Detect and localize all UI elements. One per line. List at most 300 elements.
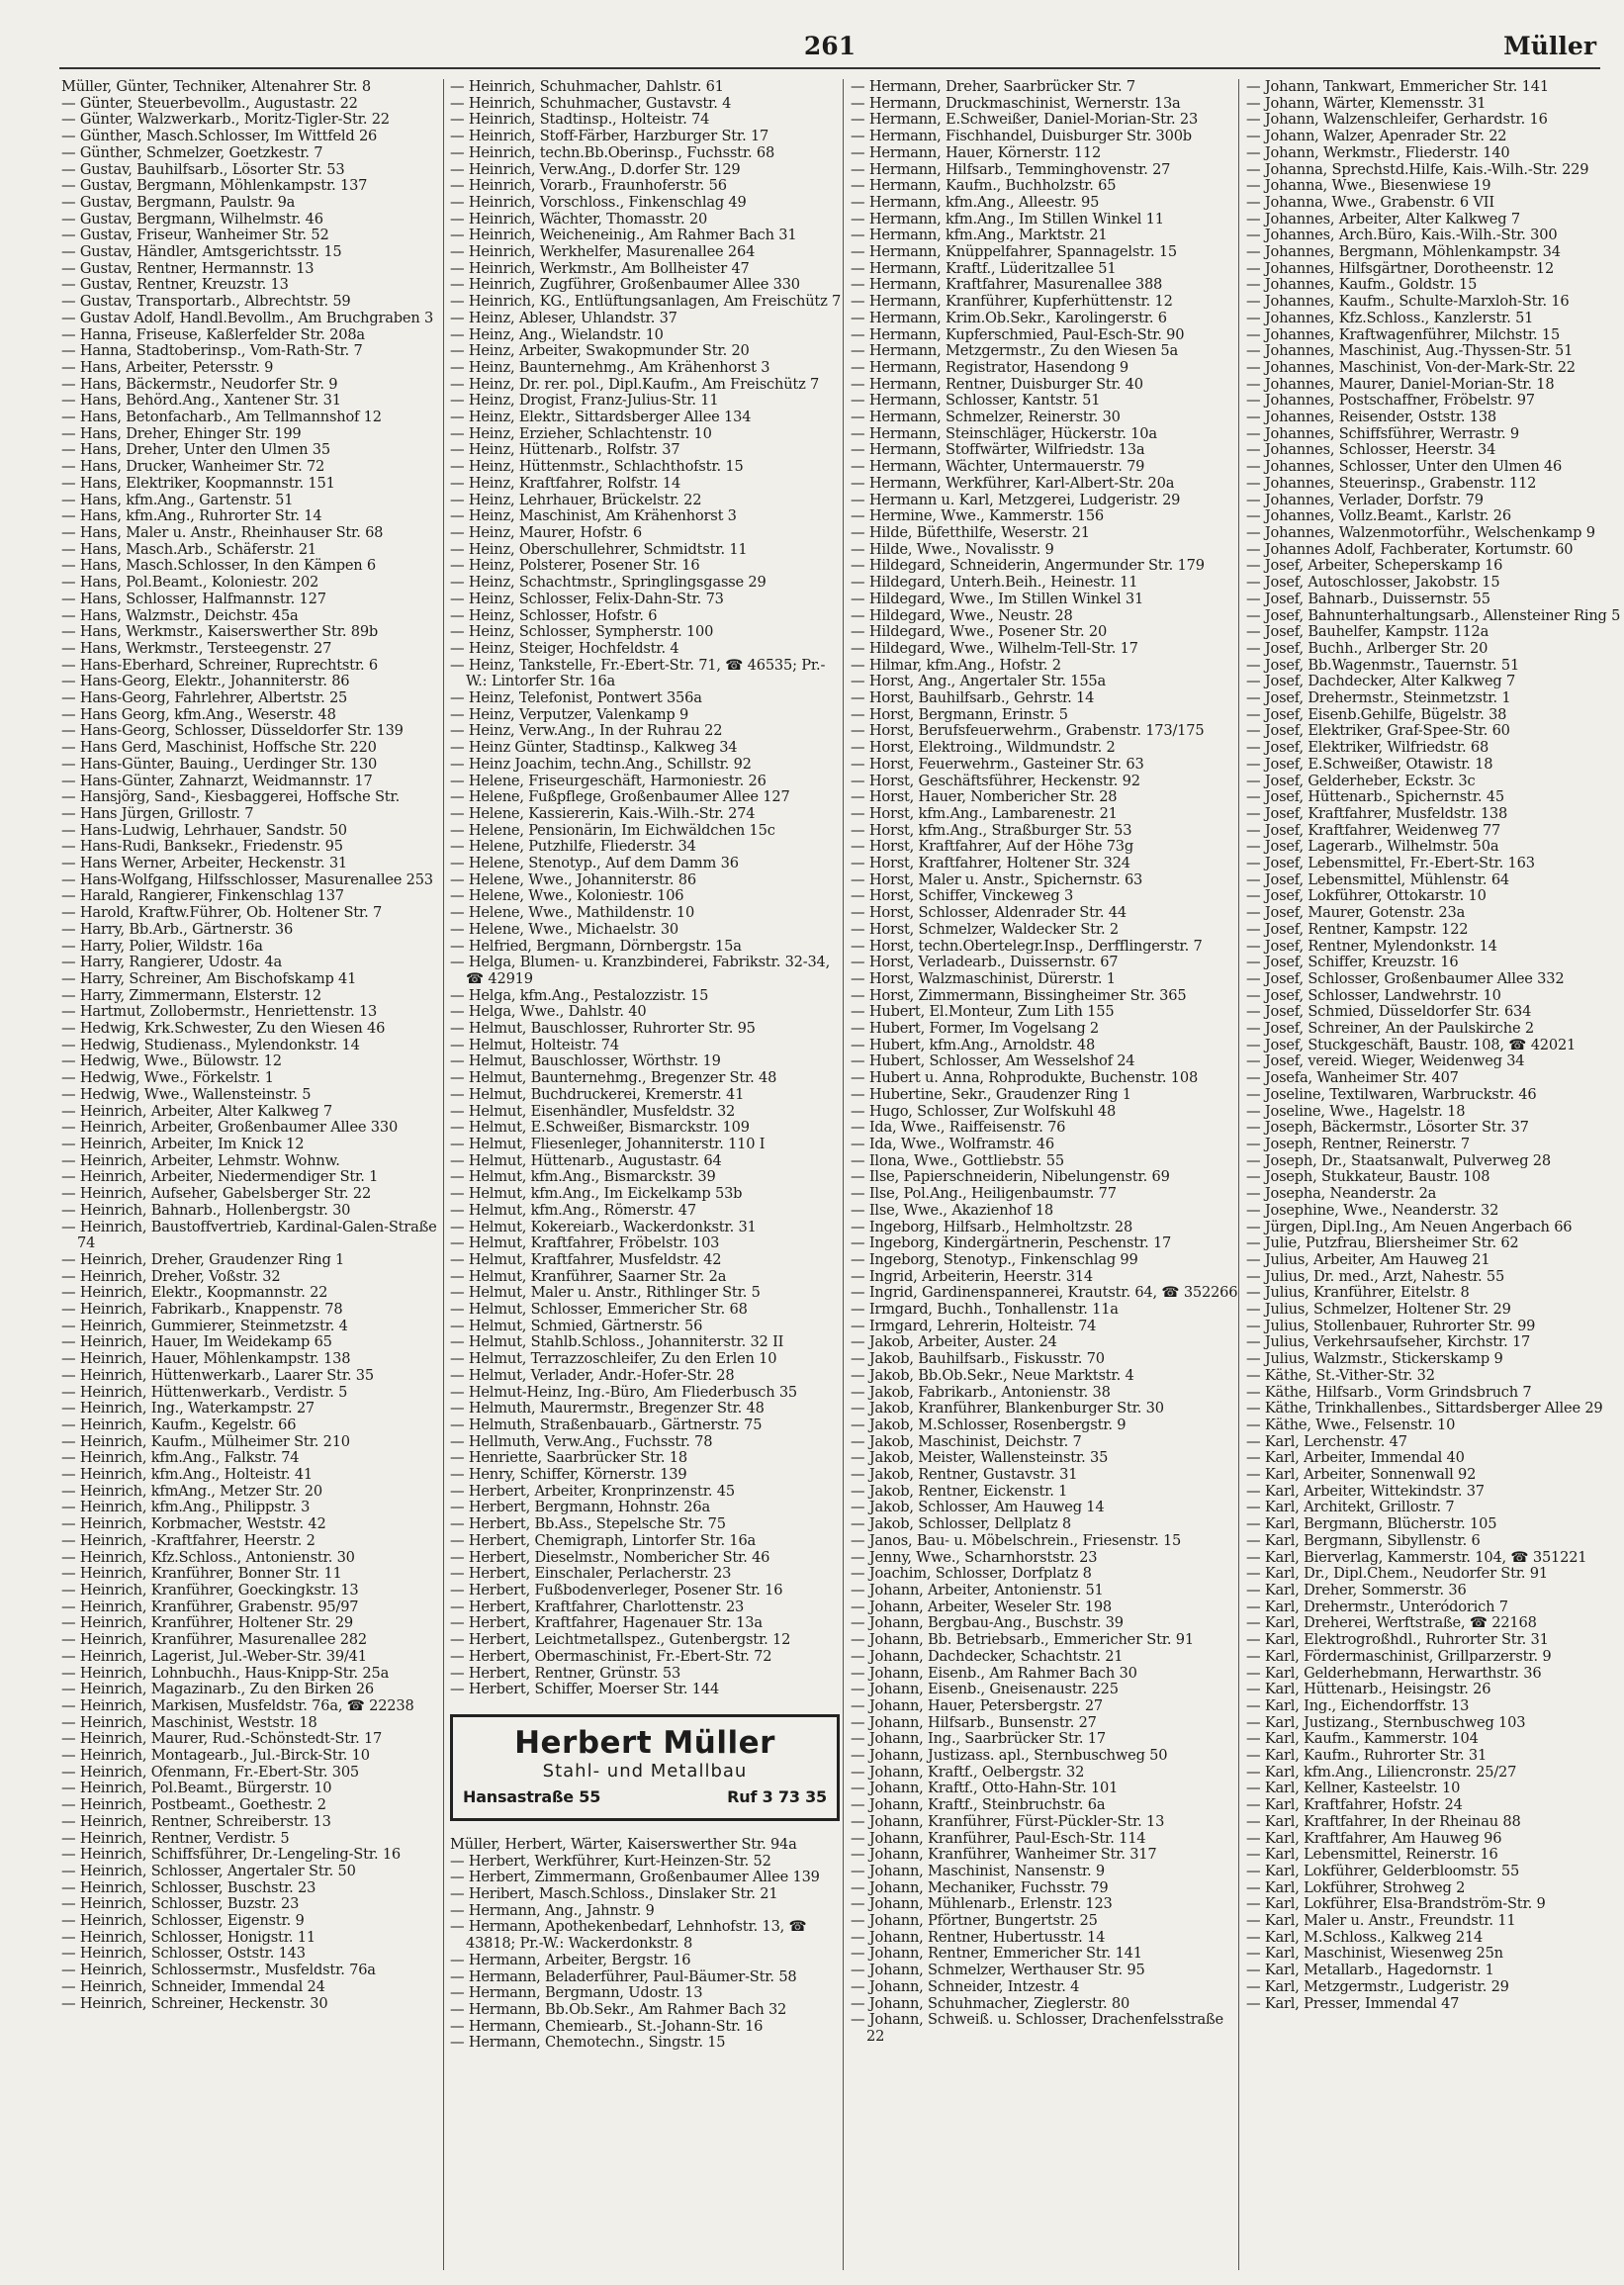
- directory-entry: — Heinrich, Magazinarb., Zu den Birken 26: [61, 1681, 374, 1698]
- directory-entry: — Johannes, Schlosser, Unter den Ulmen 46: [1246, 458, 1563, 476]
- directory-entry: — Horst, Ang., Angertaler Str. 155a: [851, 673, 1106, 690]
- directory-entry: — Helmut, Kranführer, Saarner Str. 2a: [450, 1267, 727, 1285]
- directory-entry: — Hanna, Stadtoberinsp., Vom-Rath-Str. 7: [61, 342, 363, 360]
- directory-entry: — Helmut, Baunternehmg., Bregenzer Str. 48: [450, 1069, 777, 1087]
- directory-entry: — Jürgen, Dipl.Ing., Am Neuen Angerbach 66: [1246, 1218, 1573, 1235]
- directory-entry: — Hermann, Werkführer, Karl-Albert-Str. 20a: [851, 474, 1175, 492]
- directory-entry: — Johann, Ing., Saarbrücker Str. 17: [851, 1730, 1106, 1748]
- directory-entry: — Johann, Arbeiter, Antonienstr. 51: [851, 1581, 1104, 1599]
- directory-entry: — Josef, Arbeiter, Scheperskamp 16: [1246, 557, 1503, 575]
- directory-entry: — Heinrich, Kranführer, Bonner Str. 11: [61, 1565, 342, 1583]
- directory-entry: — Käthe, St.-Vither-Str. 32: [1246, 1366, 1435, 1384]
- directory-entry: — Hans-Günter, Bauing., Uerdinger Str. 130: [61, 755, 378, 773]
- directory-entry: — Hermann, Bb.Ob.Sekr., Am Rahmer Bach 32: [450, 2000, 787, 2018]
- directory-entry: — Heinrich, Stadtinsp., Holteistr. 74: [450, 111, 710, 129]
- directory-entry: — Josef, Rentner, Mylendonkstr. 14: [1246, 937, 1497, 955]
- directory-entry: — Karl, Architekt, Grillostr. 7: [1246, 1499, 1455, 1516]
- directory-entry: — Herbert, Schiffer, Moerser Str. 144: [450, 1681, 720, 1698]
- directory-entry: — Johannes, Kaufm., Goldstr. 15: [1246, 276, 1478, 294]
- directory-entry: — Johannes, Verlader, Dorfstr. 79: [1246, 491, 1484, 508]
- directory-entry: — Johann, Mühlenarb., Erlenstr. 123: [851, 1895, 1113, 1913]
- directory-entry: — Josef, Bauhelfer, Kampstr. 112a: [1246, 623, 1489, 641]
- directory-entry: — Gustav, Händler, Amtsgerichtsstr. 15: [61, 243, 342, 261]
- directory-entry: — Helmut, Buchdruckerei, Kremerstr. 41: [450, 1085, 745, 1103]
- directory-entry: — Günther, Schmelzer, Goetzkestr. 7: [61, 143, 323, 161]
- directory-entry: — Johann, Schmelzer, Werthauser Str. 95: [851, 1962, 1145, 1979]
- directory-entry: — Hugo, Schlosser, Zur Wolfskuhl 48: [851, 1102, 1117, 1120]
- directory-entry: — Hermine, Wwe., Kammerstr. 156: [851, 507, 1104, 525]
- directory-entry: — Heinz, Polsterer, Posener Str. 16: [450, 557, 700, 575]
- directory-entry: — Gustav, Bergmann, Paulstr. 9a: [61, 193, 296, 211]
- directory-entry: — Ida, Wwe., Wolframstr. 46: [851, 1136, 1054, 1152]
- directory-entry: — Gustav, Bergmann, Wilhelmstr. 46: [61, 210, 323, 228]
- directory-entry: — Gustav, Bauhilfsarb., Lösorter Str. 53: [61, 160, 345, 178]
- directory-entry: — Herbert, Arbeiter, Kronprinzenstr. 45: [450, 1482, 735, 1500]
- directory-entry: — Josef, Schmied, Düsseldorfer Str. 634: [1246, 1003, 1532, 1021]
- directory-entry: — Johann, Kranführer, Paul-Esch-Str. 114: [851, 1829, 1146, 1847]
- directory-entry: — Heinrich, Bahnarb., Hollenbergstr. 30: [61, 1201, 351, 1219]
- directory-entry: — Josef, Schreiner, An der Paulskirche 2: [1246, 1020, 1534, 1038]
- directory-entry: — Johann, Eisenb., Am Rahmer Bach 30: [851, 1664, 1137, 1682]
- directory-entry: — Heinrich, Verw.Ang., D.dorfer Str. 129: [450, 160, 741, 178]
- directory-entry: — Heinz, Erzieher, Schlachtenstr. 10: [450, 424, 712, 442]
- directory-entry: — Horst, Maler u. Anstr., Spichernstr. 63: [851, 870, 1143, 888]
- directory-entry: — Heinrich, Arbeiter, Niedermendiger Str. 1: [61, 1168, 379, 1186]
- directory-entry: — Johann, Hilfsarb., Bunsenstr. 27: [851, 1713, 1097, 1731]
- directory-entry: — Gustav, Rentner, Kreuzstr. 13: [61, 276, 289, 294]
- directory-entry: — Harry, Bb.Arb., Gärtnerstr. 36: [61, 920, 294, 938]
- directory-entry: — Heinrich, Werkhelfer, Masurenallee 264: [450, 243, 756, 261]
- directory-entry: — Julius, Verkehrsaufseher, Kirchstr. 17: [1246, 1333, 1531, 1351]
- directory-entry: — Johannes, Kaufm., Schulte-Marxloh-Str. 16: [1246, 293, 1570, 311]
- directory-entry: — Josef, Rentner, Kampstr. 122: [1246, 920, 1469, 938]
- directory-entry: — Heinrich, Arbeiter, Lehmstr. Wohnw.: [61, 1151, 340, 1169]
- directory-entry: — Horst, Verladearb., Duissernstr. 67: [851, 954, 1119, 971]
- directory-entry: — Josef, Schlosser, Landwehrstr. 10: [1246, 986, 1501, 1004]
- directory-entry: — Helmuth, Straßenbauarb., Gärtnerstr. 75: [450, 1416, 763, 1433]
- directory-entry: — Hans-Eberhard, Schreiner, Ruprechtstr. 6: [61, 656, 378, 674]
- ad-contact-row: [463, 1786, 827, 1808]
- directory-entry: — Heinrich, Schlosser, Oststr. 143: [61, 1945, 306, 1963]
- directory-entry: — Hedwig, Krk.Schwester, Zu den Wiesen 46: [61, 1020, 386, 1038]
- directory-entry: — Herbert, Kraftfahrer, Hagenauer Str. 13a: [450, 1614, 763, 1632]
- directory-entry: — Josef, Lebensmittel, Fr.-Ebert-Str. 163: [1246, 855, 1535, 872]
- directory-entry: — Horst, Geschäftsführer, Heckenstr. 92: [851, 772, 1140, 789]
- directory-entry: — Hermann, Ang., Jahnstr. 9: [450, 1901, 655, 1919]
- directory-entry: — Hermann, Rentner, Duisburger Str. 40: [851, 375, 1143, 393]
- directory-entry: — Ilona, Wwe., Gottliebstr. 55: [851, 1151, 1064, 1169]
- directory-entry: — Johann, Maschinist, Nansenstr. 9: [851, 1862, 1105, 1879]
- directory-entry: — Herbert, Dieselmstr., Nombericher Str. 46: [450, 1548, 770, 1566]
- directory-entry: — Josepha, Neanderstr. 2a: [1246, 1185, 1437, 1203]
- directory-entry: — Heinz, Hüttenmstr., Schlachthofstr. 15: [450, 458, 744, 476]
- directory-entry: — Johanna, Wwe., Biesenwiese 19: [1246, 177, 1491, 195]
- directory-entry: — Heinrich, KG., Entlüftungsanlagen, Am Freischütz 7: [450, 293, 842, 311]
- directory-entry: — Johann, Walzer, Apenrader Str. 22: [1246, 128, 1507, 145]
- directory-entry: — Jakob, M.Schlosser, Rosenbergstr. 9: [851, 1416, 1127, 1433]
- directory-entry: — Julius, Dr. med., Arzt, Nahestr. 55: [1246, 1267, 1505, 1285]
- directory-entry: — Horst, Bergmann, Erinstr. 5: [851, 705, 1068, 723]
- directory-entry: — Johannes, Maschinist, Aug.-Thyssen-Str. 51: [1246, 342, 1574, 360]
- directory-entry: — Hildegard, Wwe., Posener Str. 20: [851, 623, 1108, 641]
- directory-entry: — Joseph, Bäckermstr., Lösorter Str. 37: [1246, 1119, 1529, 1137]
- directory-entry: — Ilse, Pol.Ang., Heiligenbaumstr. 77: [851, 1185, 1117, 1203]
- directory-entry: — Heinrich, kfm.Ang., Falkstr. 74: [61, 1449, 300, 1467]
- directory-entry: — Hans-Rudi, Banksekr., Friedenstr. 95: [61, 838, 343, 856]
- directory-entry: — Josef, Eisenb.Gehilfe, Bügelstr. 38: [1246, 705, 1507, 723]
- directory-entry: — Helmut, Schmied, Gärtnerstr. 56: [450, 1317, 703, 1334]
- directory-entry: — Heinz, Tankstelle, Fr.-Ebert-Str. 71, ☎ 46535; Pr.-W.: Lintorfer Str. 16a: [450, 656, 826, 690]
- directory-entry: — Horst, Kraftfahrer, Holtener Str. 324: [851, 855, 1130, 872]
- directory-entry: — Heinrich, Fabrikarb., Knappenstr. 78: [61, 1301, 343, 1319]
- directory-entry: — Helmut, Terrazzoschleifer, Zu den Erlen 10: [450, 1350, 777, 1368]
- directory-entry: — Hans, Arbeiter, Petersstr. 9: [61, 358, 274, 376]
- directory-entry: — Hans, Behörd.Ang., Xantener Str. 31: [61, 392, 341, 410]
- directory-entry: — Hans, Betonfacharb., Am Tellmannshof 12: [61, 409, 382, 426]
- directory-entry: — Hans Gerd, Maschinist, Hoffsche Str. 220: [61, 739, 377, 757]
- directory-entry: — Heinz, Maschinist, Am Krähenhorst 3: [450, 507, 737, 525]
- directory-entry: — Johann, Werkmstr., Fliederstr. 140: [1246, 143, 1510, 161]
- directory-entry: — Heinz, Schlosser, Hofstr. 6: [450, 606, 658, 624]
- directory-entry: — Helmuth, Maurermstr., Bregenzer Str. 48: [450, 1400, 765, 1417]
- directory-entry: — Heinrich, Schlosser, Honigstr. 11: [61, 1928, 316, 1946]
- directory-entry: — Hermann, Steinschläger, Hückerstr. 10a: [851, 424, 1157, 442]
- directory-entry: — Heinrich, Maurer, Rud.-Schönstedt-Str. 17: [61, 1730, 383, 1748]
- directory-entry: — Hans-Günter, Zahnarzt, Weidmannstr. 17: [61, 772, 373, 789]
- directory-entry: — Johannes, Reisender, Oststr. 138: [1246, 409, 1496, 426]
- directory-entry: — Heinrich, Schlosser, Buschstr. 23: [61, 1878, 316, 1896]
- directory-entry: — Hermann, Metzgermstr., Zu den Wiesen 5a: [851, 342, 1178, 360]
- directory-entry: — Karl, Elektrogroßhdl., Ruhrorter Str. 31: [1246, 1631, 1549, 1649]
- directory-entry: — Hans-Ludwig, Lehrhauer, Sandstr. 50: [61, 821, 347, 839]
- directory-entry: — Karl, Ing., Eichendorffstr. 13: [1246, 1696, 1470, 1714]
- directory-entry: — Heinrich, Kranführer, Grabenstr. 95/97: [61, 1598, 359, 1615]
- directory-entry: — Karl, Lokführer, Elsa-Brandström-Str. 9: [1246, 1895, 1546, 1913]
- directory-entry: — Heinz Günter, Stadtinsp., Kalkweg 34: [450, 739, 738, 757]
- directory-entry: — Hermann, Schlosser, Kantstr. 51: [851, 392, 1101, 410]
- directory-entry: — Horst, kfm.Ang., Straßburger Str. 53: [851, 821, 1132, 839]
- directory-entry: — Johann, Justizass. apl., Sternbuschweg 50: [851, 1747, 1168, 1765]
- directory-entry: — Heinrich, Schuhmacher, Gustavstr. 4: [450, 94, 732, 112]
- directory-entry: — Johannes, Walzenmotorführ., Welschenkamp 9: [1246, 523, 1595, 541]
- directory-entry: — Josef, E.Schweißer, Otawistr. 18: [1246, 755, 1493, 773]
- directory-entry: — Johannes, Maurer, Daniel-Morian-Str. 18: [1246, 375, 1555, 393]
- directory-entry: — Hildegard, Wwe., Wilhelm-Tell-Str. 17: [851, 639, 1138, 657]
- directory-entry: — Karl, Dreherei, Werftstraße, ☎ 22168: [1246, 1614, 1537, 1632]
- directory-entry: — Käthe, Wwe., Felsenstr. 10: [1246, 1416, 1456, 1433]
- directory-entry: — Josephine, Wwe., Neanderstr. 32: [1246, 1201, 1499, 1219]
- directory-entry: — Ida, Wwe., Raiffeisenstr. 76: [851, 1119, 1066, 1137]
- directory-entry: — Horst, Hauer, Nombericher Str. 28: [851, 788, 1118, 806]
- directory-entry: — Hermann, Schmelzer, Reinerstr. 30: [851, 409, 1121, 426]
- directory-entry: — Jakob, Schlosser, Dellplatz 8: [851, 1515, 1071, 1533]
- directory-entry: — Hans, Walzmstr., Deichstr. 45a: [61, 606, 299, 624]
- directory-entry: — Karl, Drehermstr., Unteródorich 7: [1246, 1598, 1508, 1615]
- directory-entry: — Hermann, Hauer, Körnerstr. 112: [851, 143, 1102, 161]
- directory-entry: — Johann, Kraftf., Steinbruchstr. 6a: [851, 1796, 1106, 1814]
- directory-entry: — Hermann, Kraftf., Lüderitzallee 51: [851, 259, 1117, 277]
- directory-entry: — Heinrich, kfm.Ang., Philippstr. 3: [61, 1499, 311, 1516]
- directory-entry: — Johann, Kranführer, Wanheimer Str. 317: [851, 1846, 1157, 1864]
- directory-entry: — Hans, Werkmstr., Tersteegenstr. 27: [61, 639, 332, 657]
- directory-entry: — Heinrich, Rentner, Verdistr. 5: [61, 1829, 290, 1847]
- directory-entry: — Josef, Elektriker, Graf-Spee-Str. 60: [1246, 722, 1510, 740]
- directory-entry: — Herbert, Chemigraph, Lintorfer Str. 16a: [450, 1531, 757, 1549]
- directory-entry: — Heinrich, Aufseher, Gabelsberger Str. 22: [61, 1185, 372, 1203]
- directory-entry: — Hermann, Kraftfahrer, Masurenallee 388: [851, 276, 1163, 294]
- directory-entry: — Josef, Lokführer, Ottokarstr. 10: [1246, 887, 1487, 905]
- directory-entry: — Johannes, Maschinist, Von-der-Mark-Str. 22: [1246, 358, 1576, 376]
- directory-entry: — Johann, Kraftf., Otto-Hahn-Str. 101: [851, 1780, 1119, 1797]
- directory-entry: — Karl, Kellner, Kasteelstr. 10: [1246, 1780, 1461, 1797]
- directory-entry: — Horst, Feuerwehrm., Gasteiner Str. 63: [851, 755, 1144, 773]
- directory-entry: — Hans Werner, Arbeiter, Heckenstr. 31: [61, 855, 347, 872]
- directory-entry: — Karl, Kaufm., Kammerstr. 104: [1246, 1730, 1479, 1748]
- directory-entry: — Heinrich, Ing., Waterkampstr. 27: [61, 1400, 315, 1417]
- directory-entry: — Helmut, Bauschlosser, Ruhrorter Str. 95: [450, 1020, 756, 1038]
- directory-entry: — Hedwig, Studienass., Mylendonkstr. 14: [61, 1036, 360, 1053]
- directory-entry: — Johann, Kraftf., Oelbergstr. 32: [851, 1763, 1085, 1781]
- directory-entry: — Helmut-Heinz, Ing.-Büro, Am Fliederbusch 35: [450, 1383, 798, 1401]
- directory-entry: — Hans, Dreher, Ehinger Str. 199: [61, 424, 302, 442]
- directory-entry: — Josef, Maurer, Gotenstr. 23a: [1246, 904, 1466, 922]
- directory-entry: — Joseph, Rentner, Reinerstr. 7: [1246, 1136, 1470, 1152]
- directory-entry: — Karl, Gelderhebmann, Herwarthstr. 36: [1246, 1664, 1542, 1682]
- directory-entry: — Gustav, Bergmann, Möhlenkampstr. 137: [61, 177, 368, 195]
- directory-entry: — Karl, Lokführer, Strohweg 2: [1246, 1878, 1466, 1896]
- ad-phone: Ruf 3 73 35: [727, 1786, 827, 1806]
- directory-entry: — Horst, Schlosser, Aldenrader Str. 44: [851, 904, 1127, 922]
- directory-entry: — Hermann, Registrator, Hasendong 9: [851, 358, 1128, 376]
- directory-entry: — Heinrich, Dreher, Graudenzer Ring 1: [61, 1250, 345, 1268]
- directory-entry: — Heinrich, Baustoffvertrieb, Kardinal-Galen-Straße 74: [61, 1218, 437, 1252]
- directory-entry: — Herbert, Bb.Ass., Stepelsche Str. 75: [450, 1515, 726, 1533]
- directory-entry: — Horst, kfm.Ang., Lambarenestr. 21: [851, 804, 1118, 822]
- directory-entry: — Hildegard, Wwe., Neustr. 28: [851, 606, 1073, 624]
- directory-entry: — Karl, Arbeiter, Immendal 40: [1246, 1449, 1465, 1467]
- directory-entry: — Johann, Bergbau-Ang., Buschstr. 39: [851, 1614, 1124, 1632]
- directory-entry: — Johann, Rentner, Emmericher Str. 141: [851, 1945, 1142, 1963]
- directory-entry: — Johann, Rentner, Hubertusstr. 14: [851, 1928, 1106, 1946]
- directory-entry: — Heinrich, Schiffsführer, Dr.-Lengeling-Str. 16: [61, 1846, 401, 1864]
- directory-entry: — Hedwig, Wwe., Förkelstr. 1: [61, 1069, 274, 1087]
- directory-entry: — Heinz, Schlosser, Sympherstr. 100: [450, 623, 714, 641]
- directory-entry: — Heinz, Verputzer, Valenkamp 9: [450, 705, 689, 723]
- directory-entry: — Johannes, Steuerinsp., Grabenstr. 112: [1246, 474, 1537, 492]
- directory-entry: — Josef, Kraftfahrer, Musfeldstr. 138: [1246, 804, 1508, 822]
- directory-entry: — Herbert, Einschaler, Perlacherstr. 23: [450, 1565, 732, 1583]
- directory-entry: — Josef, Bahnunterhaltungsarb., Allensteiner Ring 5: [1246, 606, 1621, 624]
- directory-entry: — Helene, Friseurgeschäft, Harmoniestr. 26: [450, 772, 767, 789]
- directory-entry: — Johann, Walzenschleifer, Gerhardstr. 16: [1246, 111, 1548, 129]
- directory-entry: — Herbert, Kraftfahrer, Charlottenstr. 23: [450, 1598, 745, 1615]
- directory-entry: — Hilmar, kfm.Ang., Hofstr. 2: [851, 656, 1061, 674]
- directory-entry: — Hans Jürgen, Grillostr. 7: [61, 804, 254, 822]
- directory-entry: — Helmut, Verlader, Andr.-Hofer-Str. 28: [450, 1366, 735, 1384]
- directory-entry: — Heinrich, Pol.Beamt., Bürgerstr. 10: [61, 1780, 332, 1797]
- directory-entry: — Heinrich, Vorarb., Fraunhoferstr. 56: [450, 177, 727, 195]
- directory-entry: — Helmut, kfm.Ang., Römerstr. 47: [450, 1201, 696, 1219]
- directory-entry: — Horst, Kraftfahrer, Auf der Höhe 73g: [851, 838, 1134, 856]
- directory-entry: — Jakob, Meister, Wallensteinstr. 35: [851, 1449, 1109, 1467]
- directory-entry: — Helmut, Hüttenarb., Augustastr. 64: [450, 1151, 722, 1169]
- directory-entry: — Johann, Eisenb., Gneisenaustr. 225: [851, 1681, 1119, 1698]
- directory-entry: — Hans, Maler u. Anstr., Rheinhauser Str. 68: [61, 523, 384, 541]
- directory-entry: — Hans, Drucker, Wanheimer Str. 72: [61, 458, 325, 476]
- directory-entry: — Heinrich, Ofenmann, Fr.-Ebert-Str. 305: [61, 1763, 360, 1781]
- page-number: 261: [803, 32, 857, 60]
- directory-entry: — Hubert, kfm.Ang., Arnoldstr. 48: [851, 1036, 1096, 1053]
- directory-entry: — Hans, Elektriker, Koopmannstr. 151: [61, 474, 335, 492]
- directory-entry: — Jakob, Fabrikarb., Antonienstr. 38: [851, 1383, 1111, 1401]
- directory-entry: — Ingrid, Gardinenspannerei, Krautstr. 64, ☎ 352266: [851, 1284, 1238, 1302]
- directory-entry: — Hans-Wolfgang, Hilfsschlosser, Masurenallee 253: [61, 870, 433, 888]
- directory-entry: — Johannes, Bergmann, Möhlenkampstr. 34: [1246, 243, 1561, 261]
- directory-entry: — Heinrich, Dreher, Voßstr. 32: [61, 1267, 281, 1285]
- directory-entry: — Karl, Metallarb., Hagedornstr. 1: [1246, 1962, 1494, 1979]
- directory-entry: — Heinz, Baunternehmg., Am Krähenhorst 3: [450, 358, 770, 376]
- directory-entry: — Karl, Bergmann, Sibyllenstr. 6: [1246, 1531, 1481, 1549]
- directory-entry: — Heinrich, techn.Bb.Oberinsp., Fuchsstr. 68: [450, 143, 775, 161]
- directory-entry: — Heinz, Hüttenarb., Rolfstr. 37: [450, 441, 680, 459]
- directory-entry: — Heinrich, Hüttenwerkarb., Verdistr. 5: [61, 1383, 348, 1401]
- directory-entry: — Josef, Schlosser, Großenbaumer Allee 332: [1246, 969, 1565, 987]
- directory-entry: — Heinz, Schlosser, Felix-Dahn-Str. 73: [450, 590, 724, 607]
- directory-entry: — Helga, Wwe., Dahlstr. 40: [450, 1003, 647, 1021]
- directory-entry: — Horst, Bauhilfsarb., Gehrstr. 14: [851, 689, 1095, 707]
- directory-entry: — Helmut, E.Schweißer, Bismarckstr. 109: [450, 1119, 750, 1137]
- directory-entry: — Irmgard, Lehrerin, Holteistr. 74: [851, 1317, 1097, 1334]
- directory-entry: — Johannes, Kfz.Schloss., Kanzlerstr. 51: [1246, 309, 1534, 326]
- directory-entry: — Johann, Schneider, Intzestr. 4: [851, 1977, 1080, 1995]
- directory-entry: — Helmut, Bauschlosser, Wörthstr. 19: [450, 1052, 721, 1070]
- directory-entry: — Julie, Putzfrau, Bliersheimer Str. 62: [1246, 1234, 1519, 1252]
- directory-entry: — Hubert, Schlosser, Am Wesselshof 24: [851, 1052, 1135, 1070]
- directory-entry: — Helmut, Fliesenleger, Johanniterstr. 110 I: [450, 1136, 766, 1152]
- directory-entry: — Heinz, Arbeiter, Swakopmunder Str. 20: [450, 342, 750, 360]
- directory-entry: — Karl, kfm.Ang., Liliencronstr. 25/27: [1246, 1763, 1517, 1781]
- directory-entry: — Josef, Bahnarb., Duissernstr. 55: [1246, 590, 1490, 607]
- directory-entry: — Ilse, Wwe., Akazienhof 18: [851, 1201, 1053, 1219]
- directory-entry: — Hans, kfm.Ang., Ruhrorter Str. 14: [61, 507, 322, 525]
- directory-entry: — Hermann, Druckmaschinist, Wernerstr. 13a: [851, 94, 1181, 112]
- directory-entry: — Jakob, Bauhilfsarb., Fiskusstr. 70: [851, 1350, 1105, 1368]
- directory-entry: — Heinrich, kfmAng., Metzer Str. 20: [61, 1482, 322, 1500]
- directory-entry: — Karl, Metzgermstr., Ludgeristr. 29: [1246, 1977, 1509, 1995]
- directory-entry: — Julius, Kranführer, Eitelstr. 8: [1246, 1284, 1470, 1302]
- directory-entry: — Hermann u. Karl, Metzgerei, Ludgeristr. 29: [851, 491, 1181, 508]
- directory-entry: — Harry, Schreiner, Am Bischofskamp 41: [61, 969, 357, 987]
- ad-address: Hansastraße 55: [463, 1786, 601, 1806]
- directory-entry: — Helene, Wwe., Koloniestr. 106: [450, 887, 684, 905]
- directory-entry: — Julius, Stollenbauer, Ruhrorter Str. 99: [1246, 1317, 1536, 1334]
- directory-entry: — Heinrich, Gummierer, Steinmetzstr. 4: [61, 1317, 348, 1334]
- directory-entry: — Jenny, Wwe., Scharnhorststr. 23: [851, 1548, 1098, 1566]
- directory-entry: — Heinrich, Kaufm., Mülheimer Str. 210: [61, 1432, 350, 1450]
- directory-entry: — Horst, Schiffer, Vinckeweg 3: [851, 887, 1074, 905]
- directory-entry: — Heinrich, Korbmacher, Weststr. 42: [61, 1515, 326, 1533]
- directory-entry: — Karl, Arbeiter, Wittekindstr. 37: [1246, 1482, 1485, 1500]
- directory-entry: — Helmut, Kokereiarb., Wackerdonkstr. 31: [450, 1218, 757, 1235]
- directory-entry: — Josef, Lagerarb., Wilhelmstr. 50a: [1246, 838, 1499, 856]
- directory-entry: — Hermann, Arbeiter, Bergstr. 16: [450, 1951, 691, 1968]
- directory-entry: — Heinz, Drogist, Franz-Julius-Str. 11: [450, 392, 719, 410]
- directory-entry: Müller, Herbert, Wärter, Kaiserswerther Str. 94a: [450, 1835, 797, 1853]
- directory-entry: — Hildegard, Wwe., Im Stillen Winkel 31: [851, 590, 1144, 607]
- directory-entry: — Hermann, Knüppelfahrer, Spannagelstr. 15: [851, 243, 1177, 261]
- directory-entry: — Helmut, Kraftfahrer, Musfeldstr. 42: [450, 1250, 722, 1268]
- directory-entry: — Käthe, Trinkhallenbes., Sittardsberger Allee 29: [1246, 1400, 1603, 1417]
- directory-entry: — Karl, Maschinist, Wiesenweg 25n: [1246, 1945, 1503, 1963]
- directory-entry: — Joseph, Stukkateur, Baustr. 108: [1246, 1168, 1490, 1186]
- directory-entry: — Hermann, kfm.Ang., Alleestr. 95: [851, 193, 1100, 211]
- directory-entry: — Heinrich, Arbeiter, Großenbaumer Allee 330: [61, 1119, 399, 1137]
- directory-entry: — Hermann, Beladerführer, Paul-Bäumer-Str. 58: [450, 1967, 797, 1985]
- directory-entry: — Herbert, Rentner, Grünstr. 53: [450, 1664, 681, 1682]
- directory-entry: — Karl, Lebensmittel, Reinerstr. 16: [1246, 1846, 1498, 1864]
- directory-entry: — Helene, Wwe., Mathildenstr. 10: [450, 904, 695, 922]
- directory-entry: — Hildegard, Schneiderin, Angermunder Str. 179: [851, 557, 1205, 575]
- directory-entry: — Julius, Walzmstr., Stickerskamp 9: [1246, 1350, 1503, 1368]
- directory-entry: — Julius, Arbeiter, Am Hauweg 21: [1246, 1250, 1490, 1268]
- directory-entry: — Horst, Berufsfeuerwehrm., Grabenstr. 173/175: [851, 722, 1205, 740]
- directory-entry: — Hubert, Former, Im Vogelsang 2: [851, 1020, 1099, 1038]
- directory-entry: — Heinrich, Kranführer, Goeckingkstr. 13: [61, 1581, 359, 1599]
- directory-entry: — Heinrich, Vorschloss., Finkenschlag 49: [450, 193, 747, 211]
- directory-entry: — Herbert, Zimmermann, Großenbaumer Allee 139: [450, 1869, 820, 1886]
- directory-entry: — Hermann, Wächter, Untermauerstr. 79: [851, 458, 1145, 476]
- directory-entry: — Hans, Werkmstr., Kaiserswerther Str. 89b: [61, 623, 379, 641]
- directory-entry: — Julius, Schmelzer, Holtener Str. 29: [1246, 1301, 1511, 1319]
- directory-entry: — Heinrich, Postbeamt., Goethestr. 2: [61, 1796, 326, 1814]
- directory-entry: — Johann, Schweiß. u. Schlosser, Drachenfelsstraße 22: [851, 2011, 1223, 2045]
- directory-entry: — Heinrich, Schneider, Immendal 24: [61, 1977, 325, 1995]
- directory-entry: — Hanna, Friseuse, Kaßlerfelder Str. 208a: [61, 325, 365, 343]
- directory-entry: — Gustav Adolf, Handl.Bevollm., Am Bruchgraben 3: [61, 309, 434, 326]
- directory-entry: — Harry, Polier, Wildstr. 16a: [61, 937, 263, 955]
- header-rule: [59, 67, 1600, 69]
- directory-entry: — Johannes, Kraftwagenführer, Milchstr. 15: [1246, 325, 1561, 343]
- directory-entry: — Johann, Hauer, Petersbergstr. 27: [851, 1696, 1103, 1714]
- directory-entry: — Hermann, kfm.Ang., Im Stillen Winkel 11: [851, 210, 1164, 228]
- directory-entry: — Hermann, Krim.Ob.Sekr., Karolingerstr. 6: [851, 309, 1167, 326]
- directory-entry: — Josef, Hüttenarb., Spichernstr. 45: [1246, 788, 1504, 806]
- directory-entry: — Herbert, Obermaschinist, Fr.-Ebert-Str. 72: [450, 1647, 772, 1665]
- directory-entry: — Gustav, Transportarb., Albrechtstr. 59: [61, 293, 351, 311]
- directory-entry: — Hans Georg, kfm.Ang., Weserstr. 48: [61, 705, 336, 723]
- directory-entry: — Heinrich, Hauer, Möhlenkampstr. 138: [61, 1350, 351, 1368]
- directory-entry: — Hildegard, Unterh.Beih., Heinestr. 11: [851, 574, 1138, 592]
- directory-entry: — Johannes, Hilfsgärtner, Dorotheenstr. 12: [1246, 259, 1555, 277]
- directory-entry: — Harry, Rangierer, Udostr. 4a: [61, 954, 282, 971]
- directory-entry: — Harald, Rangierer, Finkenschlag 137: [61, 887, 344, 905]
- directory-entry: — Johannes, Postschaffner, Fröbelstr. 97: [1246, 392, 1535, 410]
- directory-entry: — Horst, Walzmaschinist, Dürerstr. 1: [851, 969, 1116, 987]
- directory-entry: — Johannes, Schlosser, Heerstr. 34: [1246, 441, 1496, 459]
- directory-entry: — Josef, Elektriker, Wilfriedstr. 68: [1246, 739, 1489, 757]
- directory-entry: — Hartmut, Zollobermstr., Henriettenstr. 13: [61, 1003, 378, 1021]
- directory-entry: — Hermann, Bergmann, Udostr. 13: [450, 1984, 703, 2002]
- directory-entry: — Karl, Justizang., Sternbuschweg 103: [1246, 1713, 1526, 1731]
- directory-entry: — Helene, Pensionärin, Im Eichwäldchen 15c: [450, 821, 775, 839]
- directory-entry: — Heinrich, Kranführer, Masurenallee 282: [61, 1631, 367, 1649]
- directory-entry: — Josef, Lebensmittel, Mühlenstr. 64: [1246, 870, 1509, 888]
- directory-entry: — Johann, Tankwart, Emmericher Str. 141: [1246, 79, 1549, 95]
- directory-entry: — Heinrich, kfm.Ang., Holteistr. 41: [61, 1466, 313, 1484]
- directory-entry: — Hermann, E.Schweißer, Daniel-Morian-Str. 23: [851, 111, 1199, 129]
- directory-entry: — Hans, Pol.Beamt., Koloniestr. 202: [61, 574, 319, 592]
- directory-entry: — Harry, Zimmermann, Elsterstr. 12: [61, 986, 321, 1004]
